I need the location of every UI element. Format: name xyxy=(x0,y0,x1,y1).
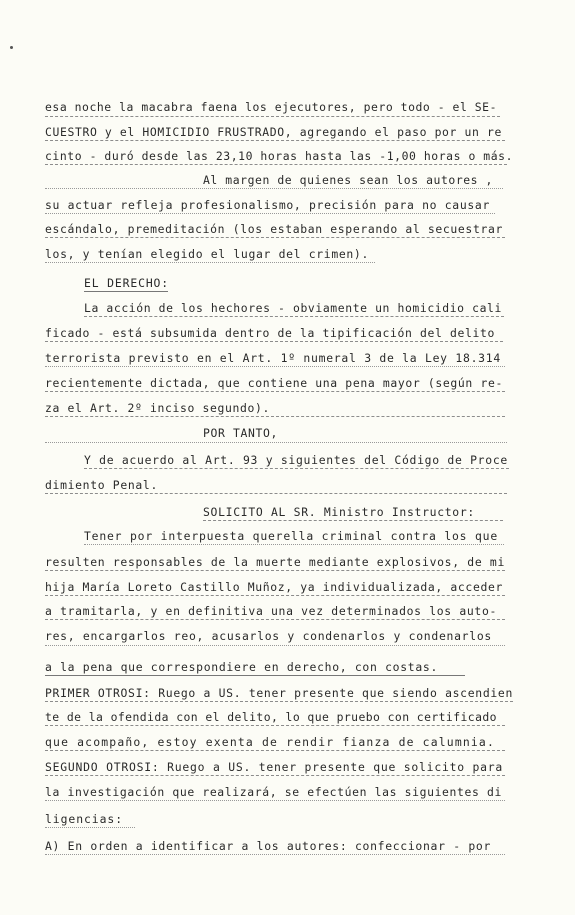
underline xyxy=(84,468,509,469)
underline xyxy=(45,775,505,776)
underline xyxy=(45,493,507,494)
text-line-30: A) En orden a identificar a los autores: confeccionar - por xyxy=(45,839,492,853)
underline xyxy=(45,619,505,620)
underline xyxy=(45,341,503,342)
paper-speck xyxy=(10,46,13,49)
text-line-23: a la pena que correspondiere en derecho, con costas. xyxy=(45,660,439,674)
underline xyxy=(45,116,500,117)
text-line-11: terrorista previsto en el Art. 1º numeral 3 de la Ley 18.314 xyxy=(45,351,501,365)
heading-underline xyxy=(84,291,168,292)
underline xyxy=(45,213,495,214)
underline xyxy=(45,140,505,141)
underline xyxy=(45,366,505,367)
heading-por-tanto: POR TANTO, xyxy=(203,426,278,440)
heading-solicito: SOLICITO AL SR. Ministro Instructor: xyxy=(203,505,475,519)
underline xyxy=(45,262,375,263)
underline xyxy=(203,520,503,521)
underline xyxy=(45,164,507,165)
text-line-3: cinto - duró desde las 23,10 horas hasta las -1,00 horas o más. xyxy=(45,149,514,163)
underline xyxy=(45,827,135,828)
text-line-29: ligencias: xyxy=(45,812,123,826)
text-line-4: Al margen de quienes sean los autores , xyxy=(203,173,493,187)
underline xyxy=(45,645,505,646)
underline xyxy=(45,570,505,571)
underline xyxy=(84,544,504,545)
underline xyxy=(45,750,505,751)
text-line-18: Tener por interpuesta querella criminal contra los que xyxy=(84,529,499,543)
heading-primer-otrosi: PRIMER OTROSI: Ruego a US. tener presente que siendo ascendien xyxy=(45,686,514,700)
underline xyxy=(45,854,505,855)
text-line-20: hija María Loreto Castillo Muñoz, ya individualizada, acceder xyxy=(45,580,503,594)
underline xyxy=(45,237,505,238)
underline xyxy=(84,316,504,317)
underline xyxy=(45,442,507,443)
text-line-5: su actuar refleja profesionalismo, precisión para no causar xyxy=(45,198,491,212)
heading-segundo-otrosi: SEGUNDO OTROSI: Ruego a US. tener presente que solicito para xyxy=(45,760,504,774)
text-line-22: res, encargarlos reo, acusarlos y condenarlos y condenarlos xyxy=(45,629,492,643)
text-line-13: za el Art. 2º inciso segundo). xyxy=(45,401,270,415)
text-line-21: a tramitarla, y en definitiva una vez determinados los auto- xyxy=(45,604,498,618)
underline xyxy=(45,391,505,392)
text-line-26: que acompaño, estoy exenta de rendir fianza de calumnia. xyxy=(45,735,496,749)
text-line-12: recientemente dictada, que contiene una pena mayor (según re- xyxy=(45,376,503,390)
underline xyxy=(45,725,505,726)
text-line-16: dimiento Penal. xyxy=(45,478,158,492)
text-line-6: escándalo, premeditación (los estaban esperando al secuestrar xyxy=(45,222,503,236)
text-line-1: esa noche la macabra faena los ejecutores, pero todo - el SE- xyxy=(45,100,497,114)
underline xyxy=(45,188,503,189)
text-line-9: La acción de los hechores - obviamente un homicidio cali xyxy=(84,301,502,315)
underline xyxy=(45,800,505,801)
text-line-25: te de la ofendida con el delito, lo que pruebo con certificado xyxy=(45,710,497,724)
underline xyxy=(45,675,465,676)
text-line-15: Y de acuerdo al Art. 93 y siguientes del Código de Proce xyxy=(84,453,508,467)
text-line-19: resulten responsables de la muerte mediante explosivos, de mi xyxy=(45,555,505,569)
section-heading-derecho: EL DERECHO: xyxy=(84,276,169,290)
text-line-7: los, y tenían elegido el lugar del crimen). xyxy=(45,247,369,261)
text-line-10: ficado - está subsumida dentro de la tipificación del delito xyxy=(45,326,495,340)
text-line-28: la investigación que realizará, se efectúen las siguientes di xyxy=(45,785,502,799)
underline xyxy=(45,595,505,596)
underline xyxy=(45,416,505,417)
text-line-2: CUESTRO y el HOMICIDIO FRUSTRADO, agregando el paso por un re xyxy=(45,125,502,139)
underline xyxy=(45,701,513,702)
